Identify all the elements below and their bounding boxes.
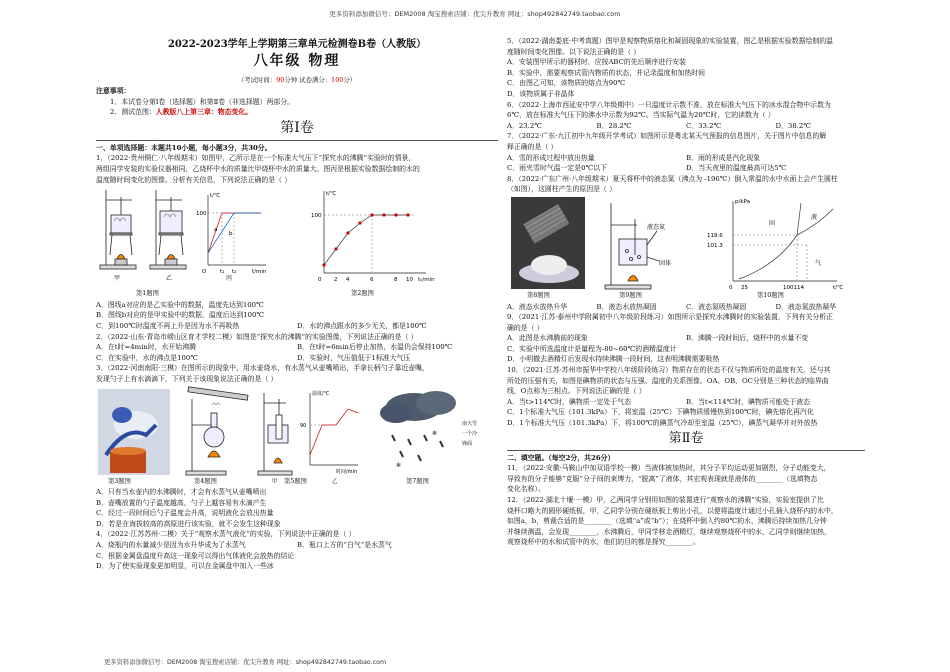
q9-options-ab — [507, 333, 865, 344]
q1-option-a: A．图线a对应的是乙实验中的数据，温度先达到100℃ — [96, 300, 264, 309]
q9-option-b: B．沸腾一段时间后，烧杯中的水量不变 — [686, 334, 809, 343]
volume-1-title: 第Ⅰ卷 — [280, 119, 314, 136]
fig9-label: 液态氮 — [647, 223, 666, 231]
fig7-caption: 第7题图 — [406, 477, 429, 485]
graph-q2-tick-4: 4 — [346, 277, 350, 284]
phase-t0: 0 — [729, 284, 733, 291]
label-yi: 乙 — [166, 275, 173, 283]
q10-line-2: 所处的压强有关，如图是碘物质的状态与压强、温度的关系图像。OA、OB、OC分别是三种状态的临界曲 — [507, 376, 829, 385]
phase-v2: 101.3 — [707, 242, 723, 249]
fig2-caption: 第2题图 — [351, 290, 374, 298]
q12-line-5: 观察烧杯中的水和试管中的水，他们的目的都是探究________。 — [507, 538, 700, 547]
q4-line-1: 4．（2022·江苏苏州·二模）关于“观察水蒸气液化”的实验，下列说法中正确的是（ ） — [96, 530, 356, 539]
fig9-caption: 第9题图 — [619, 291, 642, 299]
q2-options-ab — [96, 342, 498, 353]
q1-line-3: 温度随时间变化的图像。分析有关信息，下列说法正确的是（ ） — [96, 175, 292, 184]
phase-gas: 气 — [815, 259, 822, 267]
note-1: 1．本试卷分第Ⅰ卷（选择题）和第Ⅱ卷（非选择题）两部分。 — [110, 97, 295, 106]
q10-line-3: 线，O点称为三相点。下列说法正确的是（ ） — [507, 387, 646, 396]
q8-line-2: （如图），这圆柱产生的原因是（ ） — [507, 185, 616, 194]
fig10-caption: 第10题图 — [757, 291, 784, 299]
graph-q2 — [324, 191, 426, 273]
q4-option-c: C．根据金属盘温度升高这一现象可以得出气体液化会放热的结论 — [96, 551, 295, 560]
note-2-red: 人教版八上第三章：物态变化。 — [155, 108, 253, 117]
svg-text:✻: ✻ — [432, 429, 438, 437]
q8-option-a: A．液态水放热升华 — [507, 302, 568, 311]
q5-option-d: D．该物质属于非晶体 — [507, 89, 575, 98]
q5-option-b: B．实验中，需要观察试管内物质的状态，并记录温度和加热时间 — [507, 68, 705, 77]
boiling-apparatus — [605, 203, 659, 289]
q4-option-a: A．烧瓶内的水量减少是因为水升华成为了水蒸气 — [96, 541, 246, 550]
q6-options — [507, 121, 865, 132]
phase-t100: 100114 — [783, 284, 804, 291]
q1-option-b: B．图线b对应的是甲实验中的数据，温度后达到100℃ — [96, 311, 265, 320]
q7-line-1: 7．（2022·广东·九江初中九年级开学考试）如图所示是粤北某天气预报的信息图片，关于图片中信息的解 — [507, 132, 827, 141]
graph-q2-tick-2: 2 — [334, 277, 338, 284]
weather-cloud-icon — [380, 391, 456, 469]
q4-options-ab — [96, 540, 498, 551]
right-column — [507, 36, 865, 548]
note-2-pre: 2．测试范围： — [110, 108, 156, 117]
q3-option-b: B．壶嘴放置的勺子温度越高，勺子上越容易有水滴产生 — [96, 498, 267, 507]
q10-option-d: D．1个标准大气压（101.3kPa）下，将100℃的碘蒸气冷却至室温（25℃），碘蒸气凝华并对外放热 — [507, 419, 818, 428]
graph-bing-b: b — [229, 231, 233, 238]
fig5-label-jia: 甲 — [272, 478, 278, 485]
graph-q2-points — [322, 214, 409, 267]
q11-line-2: 导致有的分子能够“克服”分子间的束缚力，“脱离”了液体，其宏观表现就是液体的________（选填物态 — [507, 474, 818, 483]
q5-option-c: C．由图乙可知，该物质的熔点为90℃ — [507, 79, 626, 88]
q5-graph — [310, 393, 358, 465]
liquid-nitrogen-photo — [511, 197, 585, 289]
phase-solid: 固 — [769, 219, 776, 227]
q10-line-1: 10．（2021·江苏·苏州市振华中学校八年级阶段练习）物质存在的状态不仅与物质所处的温度有关，还与其 — [507, 366, 831, 375]
fig5-label-yi: 乙 — [332, 478, 338, 485]
exam-info-pre: （考试时间： — [237, 76, 277, 84]
q6-option-c: C．33.2℃ — [686, 121, 722, 130]
phase-x-axis: t/℃ — [833, 284, 844, 291]
q8-option-b: B．液态水放热凝固 — [596, 302, 657, 311]
graph-bing-t1: t₁ — [220, 269, 225, 276]
q9-line-1: 9．（2021·江苏·泰州中学附属初中八年级阶段练习）如图所示是探究水沸腾时的实验装置，下列有关分析正 — [507, 313, 834, 322]
phase-liquid: 液 — [811, 213, 818, 221]
q2-option-d: D．实验时，气压值低于1标准大气压 — [297, 353, 411, 362]
q10-option-c: C．1个标准大气压（101.3kPa）下，将室温（25℃）下碘物质缓慢热到100℃时，碘先熔化再汽化 — [507, 408, 814, 417]
kettle-photo — [98, 389, 170, 475]
q7-options-cd — [507, 163, 865, 174]
fig4-caption: 第4题图 — [194, 477, 217, 485]
q12-line-3: 如图a，b，剪裁合适的是________（选填“a”或“b”）；在烧杯中倒入约80℃的水，沸腾后持续加热几分钟 — [507, 517, 827, 526]
graph-q2-tick-6: 6 — [370, 277, 374, 284]
graph-q2-tick-10: 10 — [406, 277, 413, 284]
q5-graph-90: 90 — [300, 422, 307, 429]
paper-subject: 八年级 物理 — [253, 53, 341, 69]
section-2-heading: 二、填空题。（每空2分，共26分） — [507, 453, 615, 462]
q5-line-2: 度随时间变化图像。以下说法正确的是（ ） — [507, 47, 641, 56]
q2-option-a: A．在t时=4min时，水开始沸腾 — [96, 343, 196, 352]
graph-bing-yaxis: t/℃ — [210, 193, 221, 200]
label-jia: 甲 — [114, 275, 121, 283]
q1-option-c: C．到100℃时温度不再上升是因为水不再吸热 — [96, 321, 240, 330]
q8-option-c: C．液态氮吸热凝固 — [686, 302, 747, 311]
q5-line-1: 5．（2022·湖南娄底·中考真题）图甲是观察物质熔化和凝固现象的实验装置，图乙是根据实验数据绘制的温 — [507, 37, 834, 45]
q6-line-2: 6℃，放在标准大气压下的沸水中示数为92℃。当实际气温为20℃时，它的读数为（ ） — [507, 111, 775, 120]
fig8-caption: 第8题图 — [527, 291, 550, 299]
notes-title: 注意事项： — [96, 87, 131, 95]
q12-line-1: 12．（2022·湖北十堰·一模）甲，乙两同学分别用如图的装置进行“观察水的沸腾”实验，实验室提供了比 — [507, 496, 824, 504]
q6-line-1: 6．（2022·上海市西延安中学八年级期中）一只温度计示数不准，放在标准大气压下的冰水混合物中示数为 — [507, 100, 831, 109]
fig7-label-3: 锋面 — [462, 440, 473, 447]
graph-bing-100: 100 — [196, 211, 207, 218]
graph-q2-100: 100 — [311, 213, 322, 220]
divider — [96, 140, 498, 141]
q11-line-3: 变化名称）。 — [507, 485, 545, 494]
q1-options-cd — [96, 321, 498, 332]
fig1-caption: 第1题图 — [136, 290, 159, 298]
q5-graph-yaxis: 温度/℃ — [312, 390, 330, 397]
exam-info-post: 分） — [343, 76, 357, 84]
q9-option-a: A．此图是水沸腾前的现象 — [507, 334, 588, 343]
note-2 — [96, 107, 498, 118]
q7-option-d: D．当天夜里的温度最高可达5℃ — [686, 164, 787, 173]
q3-option-d: D．若是在海拔较高的高原进行该实验，就不会发生这种现象 — [96, 519, 281, 528]
q2-options-cd — [96, 353, 498, 364]
caption-row-3 — [507, 291, 865, 302]
q8-to-q10-figures — [507, 195, 865, 291]
q1-line-2: 两组同学安装的实验仪器相同，乙烧杯中水的质量比甲烧杯中水的质量大。图丙是根据实验数据绘制的水的 — [96, 164, 420, 173]
q10-options-ab — [507, 397, 865, 408]
q5-graph-xaxis: 时间/min — [336, 468, 358, 475]
fig7-label-1: 南天雪 — [462, 420, 478, 427]
graph-bing-xaxis: t/min — [252, 269, 267, 276]
q3-line-1: 3．（2022·河南南阳·三模）在图所示的现象中，用水壶烧水，有水蒸气从壶嘴喷出，手拿长柄勺子靠近壶嘴， — [96, 364, 429, 373]
figure-row-3 — [507, 195, 865, 291]
figure-row-1 — [96, 185, 498, 289]
q3-option-c: C．经过一段时间后勺子温度会升高，说明液化会放出热量 — [96, 509, 274, 518]
q8-option-d: D．液态氮放热凝华 — [775, 302, 837, 311]
graph-q2-xaxis: t₀/min — [418, 277, 435, 284]
q10-option-a: A．当t>114℃时，碘物质一定处于气态 — [507, 397, 631, 406]
q1-option-d: D．水的沸点跟水的多少无关，都是100℃ — [297, 321, 427, 330]
q9-line-2: 确的是（ ） — [507, 323, 544, 332]
graph-bing-origin: O — [202, 269, 207, 276]
caption-row-1 — [96, 289, 498, 300]
q3-line-2: 发现勺子上有水滴滴下，下列关于该现象说法正确的是（ ） — [96, 374, 278, 383]
graph-bing-t2: t₂ — [232, 269, 237, 276]
q11-line-1: 11．（2022·安徽·马鞍山中加双语学校一模）当液体被加热时，其分子平均运动更加剧烈，分子动能变大， — [507, 464, 831, 473]
exam-score: 100 — [331, 76, 344, 84]
graph-bing-a: a — [214, 227, 218, 234]
volume-2-title: 第Ⅱ卷 — [668, 430, 704, 446]
q1-line-1: 1．（2022·贵州铜仁·八年级期末）如图甲，乙所示是在一个标准大气压下“探究水的沸腾”实验时的情景， — [96, 154, 416, 163]
phase-diagram — [733, 198, 837, 281]
q2-option-b: B．在t时=6min后停止加热，水温仍会保持100℃ — [297, 343, 453, 352]
paper-title: 2022-2023学年上学期第三章单元检测卷B卷（人教版） — [167, 39, 427, 50]
q7-option-c: C．雨夹雪时气温一定是0℃以下 — [507, 164, 608, 173]
q4-option-b: B．瓶口上方的“白气”是水蒸气 — [297, 541, 392, 550]
q6-option-d: D．38.2℃ — [775, 121, 811, 130]
q5-apparatus — [258, 393, 292, 475]
q3-option-a: A．只有当水壶内的水沸腾时，才会有水蒸气从壶嘴喷出 — [96, 488, 267, 497]
fig7-label-2: 一个冷 — [462, 430, 478, 437]
exam-info-mid: 分钟 试卷满分： — [284, 76, 332, 84]
q7-option-a: A．雪的形成过程中放出热量 — [507, 153, 595, 162]
q6-option-b: B．28.2℃ — [596, 121, 632, 130]
graph-q2-tick-0: 0 — [318, 277, 322, 284]
apparatus-jia — [100, 190, 136, 269]
caption-row-2 — [96, 477, 498, 488]
graph-q2-tick-8: 8 — [394, 277, 398, 284]
liquefaction-apparatus — [186, 386, 248, 474]
q2-line-1: 2．（2022·山东·青岛市崂山区育才学校二模）如图是“探究水的沸腾”的实验图像，下列说法正确的是（ ） — [96, 332, 418, 341]
left-column — [96, 36, 498, 572]
page-footer: 更多资料添加微信号：DEM2008 淘宝搜索店铺：优尖升教育 网址：shop492842749.taobao.com — [104, 659, 387, 666]
apparatus-yi — [150, 190, 186, 269]
q12-line-2: 烧杯口略大的圆形硬纸板，甲，乙同学分别在硬纸板上剪出小孔，以便将温度计通过小孔插入烧杯内的水中， — [507, 506, 838, 515]
q8-line-1: 8．（2022·广东广州·八年级期末）夏天将杯中的液态氮（沸点为 -196℃）倒入常温的水中水面上会产生圆柱 — [507, 174, 838, 183]
fig3-caption: 第3题图 — [108, 477, 131, 485]
label-bing: 丙 — [226, 275, 233, 283]
q7-option-b: B．雨的形成是汽化现象 — [686, 153, 760, 162]
exam-time: 90 — [276, 76, 285, 84]
q9-option-c: C．实验中所选温度计是量程为-80~60℃的酒精温度计 — [507, 344, 677, 353]
q1-q2-figures — [96, 185, 498, 289]
divider-2 — [507, 450, 865, 451]
q6-option-a: A．23.2℃ — [507, 121, 542, 130]
q2-option-c: C．在实验中，水的沸点是100℃ — [96, 353, 198, 362]
fig5-caption: 第5题图 — [284, 477, 307, 485]
q12-line-4: 并继续测温，会发现________，水沸腾后，甲同学移走酒精灯，继续观察烧杯中的水，乙同学则继续加热， — [507, 527, 831, 536]
section-1-heading: 一、单项选择题：本题共10小题，每小题3分，共30分。 — [96, 143, 272, 152]
graph-q2-yaxis: t/℃ — [326, 191, 337, 198]
exam-info — [96, 75, 498, 86]
q4-option-d: D．为了使实验现象更加明显，可以在金属盘中加入一些冰 — [96, 562, 274, 571]
page-header: 更多资料添加微信号：DEM2008 淘宝搜索店铺：优尖升教育 网址：shop492842749.taobao.com — [329, 10, 621, 18]
phase-y-axis: p/kPa — [735, 198, 750, 205]
q7-options-ab — [507, 153, 865, 164]
q5-option-a: A．安装图甲所示的器材时，应按ABC的先后顺序进行安装 — [507, 58, 686, 67]
q10-option-b: B．当t<114℃时，碘物质可能处于液态 — [686, 397, 811, 406]
phase-v1: 119.6 — [707, 232, 723, 239]
svg-text:✻: ✻ — [396, 461, 402, 469]
q7-line-2: 释正确的是（ ） — [507, 142, 558, 151]
q8-options — [507, 302, 865, 313]
q9-option-d: D．小明撤去酒精灯后发现水持续沸腾一段时间，这表明沸腾需要吸热 — [507, 355, 720, 364]
phase-t25: 25 — [741, 284, 748, 291]
fig9-label-2: 固体 — [659, 259, 672, 267]
